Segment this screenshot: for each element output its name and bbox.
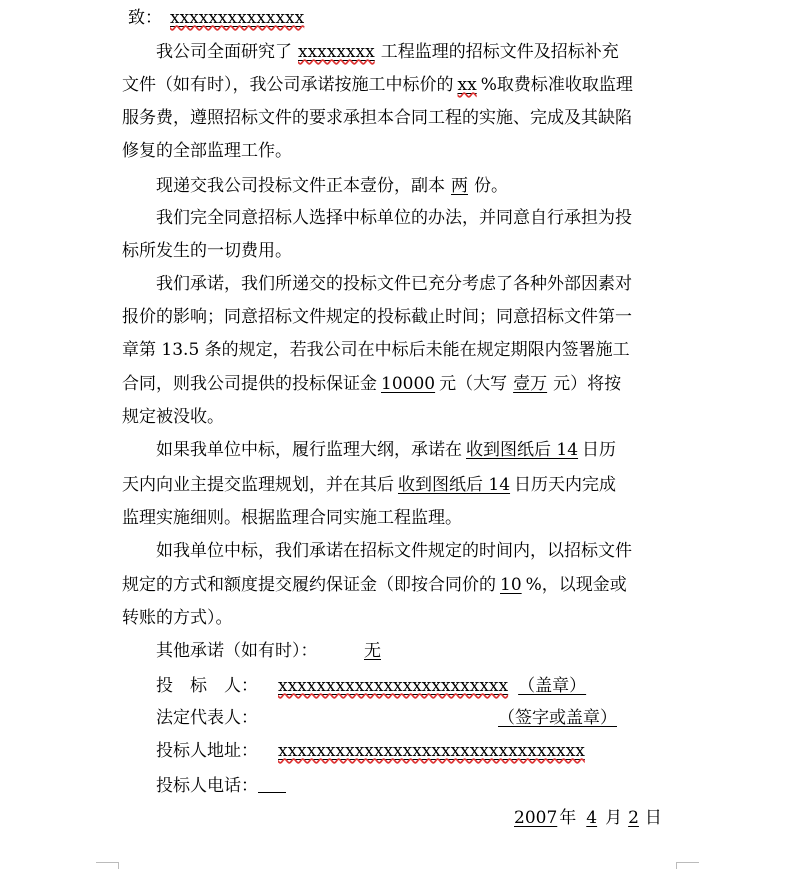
p4-line3: 章第 13.5 条的规定，若我公司在中标后未能在规定期限内签署施工 (122, 340, 630, 360)
deposit-amount: 10000 (381, 374, 436, 394)
phone-line (156, 775, 286, 796)
p1-line3: 服务费，遵照招标文件的要求承担本合同工程的实施、完成及其缺陷 (122, 108, 632, 128)
address-value: xxxxxxxxxxxxxxxxxxxxxxxxxxxxxxxx (278, 741, 585, 761)
p5-line2: 天内向业主提交监理规划，并在其后 收到图纸后 14 日历天内完成 (122, 475, 617, 495)
date-day: 2 (628, 808, 639, 828)
address-label: 投标人地址： (156, 741, 258, 761)
performance-bond-percent: 10 (500, 575, 522, 595)
legal-rep-label: 法定代表人： (156, 708, 258, 728)
detail-term: 收到图纸后 14 (398, 475, 511, 495)
p1-line1: 我公司全面研究了 xxxxxxxx 工程监理的招标文件及招标补充 (156, 42, 619, 62)
addressee-line (128, 8, 312, 28)
bidder-label: 投 标 人： (156, 676, 258, 696)
p6-line2: 规定的方式和额度提交履约保证金（即按合同价的 10 %，以现金或 (122, 575, 627, 595)
date-year: 2007 (514, 808, 558, 828)
bidder-seal-note: （盖章） (518, 676, 587, 696)
p1-line2: 文件（如有时），我公司承诺按施工中标价的 xx %取费标准收取监理 (122, 75, 633, 95)
project-name: xxxxxxxx (298, 42, 375, 62)
deposit-in-words: 壹万 (513, 374, 548, 394)
date-month: 4 (586, 808, 598, 828)
legal-rep-signature-note: （签字或盖章） (498, 708, 617, 728)
legal-rep-line (156, 708, 617, 728)
other-commitments-label: 其他承诺（如有时）： (156, 641, 318, 661)
p4-line2: 报价的影响；同意招标文件规定的投标截止时间；同意招标文件第一 (122, 307, 632, 327)
p4-line4: 合同，则我公司提供的投标保证金 10000 元（大写 壹万 元）将按 (122, 374, 622, 394)
p3-line1: 我们完全同意招标人选择中标单位的办法，并同意自行承担为投 (156, 208, 632, 228)
p4-line5: 规定被没收。 (122, 407, 224, 427)
address-line (156, 741, 585, 761)
phone-label: 投标人电话： (156, 776, 258, 796)
p6-line3: 转账的方式）。 (122, 608, 233, 628)
p4-line1: 我们承诺，我们所递交的投标文件已充分考虑了各种外部因素对 (156, 274, 632, 294)
other-commitments-value: 无 (364, 641, 381, 661)
p5-line3: 监理实施细则。根据监理合同实施工程监理。 (122, 508, 462, 528)
addressee-value: xxxxxxxxxxxxxx (170, 8, 305, 28)
p1-line4: 修复的全部监理工作。 (122, 141, 292, 161)
bidder-line (156, 676, 590, 696)
date-line: 2007 年 4 月 2 日 (514, 808, 662, 828)
copies-count: 两 (451, 176, 468, 196)
p5-line1: 如果我单位中标，履行监理大纲，承诺在 收到图纸后 14 日历 (156, 440, 617, 460)
p2-line1: 现递交我公司投标文件正本壹份，副本 两 份。 (156, 176, 508, 196)
other-commitments-line (156, 641, 428, 661)
bidder-name: xxxxxxxxxxxxxxxxxxxxxxxx (278, 676, 509, 696)
p6-line1: 如我单位中标，我们承诺在招标文件规定的时间内，以招标文件 (156, 541, 632, 561)
plan-term: 收到图纸后 14 (466, 440, 579, 460)
addressee-label: 致： (128, 8, 162, 28)
phone-blank (258, 775, 286, 793)
fee-rate: xx (457, 75, 477, 95)
p3-line2: 标所发生的一切费用。 (122, 241, 292, 261)
